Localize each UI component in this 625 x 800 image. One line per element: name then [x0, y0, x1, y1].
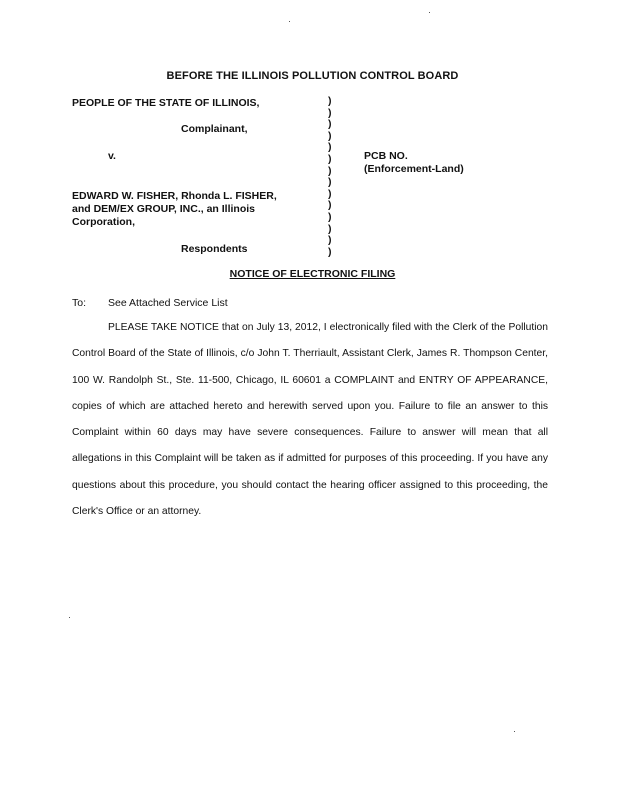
caption-parenthesis: )	[328, 222, 332, 235]
notice-body-text: PLEASE TAKE NOTICE that on July 13, 2012, I electronically filed with the Clerk of the Pollution Control Board of the State of Illinois, c/o John T. Therriault, Assistant Clerk, James R. Thompson Center, 100 W. Randolph St., Ste. 11-500, Chicago, IL 60601 a COMPLAINT and ENTRY OF APPEARANCE, copies of which are attached hereto and herewith served upon you. Failure to file an answer to this Complaint within 60 days may have severe consequences. Failure to answer will mean that all allegations in this Complaint will be taken as if admitted for purposes of this proceeding. If you have any questions about this procedure, you should contact the hearing officer assigned to this proceeding, the Clerk's Office or an attorney.	[72, 322, 548, 518]
defendant-line-2: and DEM/EX GROUP, INC., an Illinois	[72, 203, 256, 215]
plaintiff-role: Complainant,	[181, 123, 248, 135]
caption-parenthesis: )	[328, 210, 332, 223]
caption-parenthesis: )	[328, 106, 332, 119]
court-heading: BEFORE THE ILLINOIS POLLUTION CONTROL BOARD	[166, 70, 459, 82]
defendant-role: Respondents	[181, 243, 248, 255]
caption-parenthesis: )	[328, 187, 332, 200]
to-recipient: See Attached Service List	[108, 297, 228, 309]
caption-parenthesis: )	[328, 95, 332, 107]
caption-parenthesis: )	[328, 176, 332, 189]
plaintiff-name: PEOPLE OF THE STATE OF ILLINOIS,	[72, 97, 260, 109]
caption-parenthesis: )	[328, 141, 332, 154]
case-number: PCB NO.	[364, 150, 408, 162]
caption-parenthesis: )	[328, 118, 332, 131]
scan-speck	[289, 21, 290, 22]
notice-title: NOTICE OF ELECTRONIC FILING	[229, 268, 396, 280]
defendant-line-3: Corporation,	[72, 216, 135, 228]
versus-label: v.	[108, 150, 116, 162]
scan-speck	[69, 617, 70, 618]
to-label: To:	[72, 297, 87, 309]
caption-parenthesis: )	[328, 245, 332, 258]
caption-parenthesis: )	[328, 199, 332, 212]
case-type: (Enforcement-Land)	[364, 163, 464, 175]
caption-parenthesis: )	[328, 164, 332, 177]
caption-parenthesis-column	[328, 96, 332, 258]
defendant-line-1: EDWARD W. FISHER, Rhonda L. FISHER,	[72, 190, 277, 202]
caption-parenthesis: )	[328, 152, 332, 165]
scan-speck	[429, 12, 430, 13]
scan-speck	[514, 731, 515, 732]
notice-body	[72, 315, 548, 525]
caption-parenthesis: )	[328, 129, 332, 142]
caption-parenthesis: )	[328, 234, 332, 247]
